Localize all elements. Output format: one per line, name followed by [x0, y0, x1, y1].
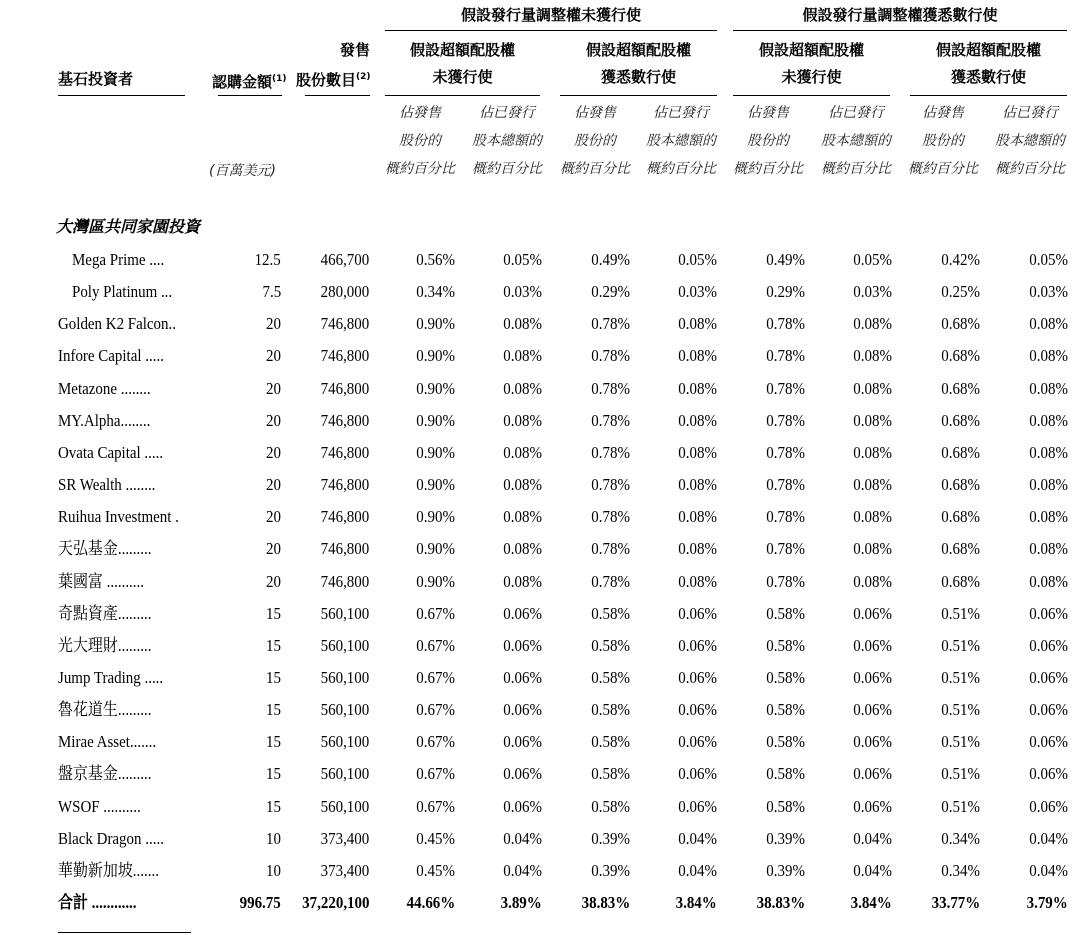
- pct-value-col5: 0.78%: [766, 571, 805, 591]
- col-rule-amount: [218, 95, 282, 96]
- pct-value-col5: 0.39%: [766, 860, 805, 880]
- pct-value-col3: 0.29%: [591, 282, 630, 302]
- pct-header-col2-line2: 股本總額的: [472, 133, 542, 149]
- pct-value-col8: 0.06%: [1029, 796, 1068, 816]
- pct-value-col1: 0.90%: [416, 507, 455, 527]
- subheader-b-rule: [560, 95, 717, 96]
- investor-name: 華勤新加坡.......: [58, 860, 159, 880]
- pct-value-col3: 0.58%: [591, 603, 630, 623]
- pct-value-col6: 0.03%: [853, 282, 892, 302]
- col-rule-investor: [58, 95, 185, 96]
- pct-header-col5-line1: 佔發售: [747, 105, 789, 121]
- group-rule-right: [733, 30, 1067, 31]
- pct-value-col6: 0.06%: [853, 764, 892, 784]
- pct-header-col7-line2: 股份的: [922, 133, 964, 149]
- offer-shares-count: 560,100: [320, 603, 369, 623]
- subheader-a-line1: 假設超額配股權: [409, 41, 515, 59]
- pct-value-col2: 0.08%: [503, 475, 542, 495]
- pct-value-col6: 0.06%: [853, 667, 892, 687]
- pct-value-col4: 0.06%: [678, 764, 717, 784]
- investor-name: Metazone ........: [58, 378, 151, 398]
- pct-value-col1: 0.90%: [416, 378, 455, 398]
- col-header-amount: [212, 67, 287, 94]
- pct-value-col8: 0.08%: [1029, 571, 1068, 591]
- pct-value-col4: 0.08%: [678, 539, 717, 559]
- investor-name: Ruihua Investment .: [58, 507, 179, 527]
- offer-shares-count: 560,100: [320, 732, 369, 752]
- offer-shares-count: 746,800: [320, 410, 369, 430]
- pct-value-col7: 0.51%: [941, 796, 980, 816]
- pct-value-col5: 0.58%: [766, 603, 805, 623]
- subscription-amount: 20: [266, 571, 281, 591]
- pct-value-col8: 0.08%: [1029, 475, 1068, 495]
- subscription-amount: 20: [266, 314, 281, 334]
- pct-value-col6: 0.04%: [853, 860, 892, 880]
- subscription-amount: 15: [266, 764, 281, 784]
- offer-shares-count: 373,400: [320, 860, 369, 880]
- pct-value-col2: 0.06%: [503, 732, 542, 752]
- pct-value-col3: 0.78%: [591, 314, 630, 334]
- investor-name: Infore Capital .....: [58, 346, 164, 366]
- offer-shares-count: 466,700: [320, 250, 369, 269]
- pct-value-col5: 0.58%: [766, 635, 805, 655]
- pct-value-col6: 0.08%: [853, 442, 892, 462]
- pct-value-col5: 0.78%: [766, 442, 805, 462]
- pct-value-col4: 0.08%: [678, 507, 717, 527]
- offer-shares-count: 560,100: [320, 700, 369, 720]
- shares-footnote-ref: (2): [356, 72, 371, 82]
- offer-shares-count: 746,800: [320, 442, 369, 462]
- subheader-c-line1: 假設超額配股權: [758, 41, 864, 59]
- subheader-c-line2: 未獲行使: [781, 68, 842, 86]
- col-header-investor: 基石投資者: [58, 70, 134, 88]
- pct-header-col1-line1: 佔發售: [399, 105, 441, 121]
- offer-shares-count: 373,400: [320, 828, 369, 848]
- pct-value-col5: 0.78%: [766, 314, 805, 334]
- investor-name: Golden K2 Falcon..: [58, 314, 177, 334]
- subheader-c-rule: [733, 95, 890, 96]
- pct-value-col3: 0.58%: [591, 732, 630, 752]
- subscription-amount: 15: [266, 796, 281, 816]
- subscription-amount: 15: [266, 667, 281, 687]
- offer-shares-count: 37,220,100: [301, 893, 369, 912]
- col-header-shares-line1: 發售: [339, 41, 370, 59]
- pct-header-col1-line3: 概約百分比: [385, 161, 455, 177]
- pct-header-col6-line3: 概約百分比: [821, 161, 891, 177]
- pct-header-col6-line1: 佔已發行: [828, 105, 884, 121]
- pct-value-col5: 0.39%: [766, 828, 805, 848]
- group-header-fully-exercised: 假設發行量調整權獲悉數行使: [802, 6, 998, 24]
- subscription-amount: 15: [266, 732, 281, 752]
- subscription-amount: 20: [266, 378, 281, 398]
- subscription-amount: 20: [266, 539, 281, 559]
- investor-name: SR Wealth ........: [58, 475, 156, 495]
- pct-value-col5: 0.58%: [766, 667, 805, 687]
- offer-shares-count: 560,100: [320, 667, 369, 687]
- pct-value-col7: 0.68%: [941, 442, 980, 462]
- pct-value-col3: 0.39%: [591, 860, 630, 880]
- pct-header-col7-line1: 佔發售: [922, 105, 964, 121]
- pct-value-col3: 0.58%: [591, 764, 630, 784]
- subheader-a-rule: [385, 95, 540, 96]
- pct-value-col6: 0.08%: [853, 507, 892, 527]
- pct-value-col8: 0.06%: [1029, 764, 1068, 784]
- pct-value-col7: 0.51%: [941, 700, 980, 720]
- pct-value-col6: 0.04%: [853, 828, 892, 848]
- offer-shares-count: 560,100: [320, 796, 369, 816]
- subscription-amount: 20: [266, 475, 281, 495]
- pct-value-col4: 0.08%: [678, 410, 717, 430]
- pct-value-col2: 0.08%: [503, 314, 542, 334]
- pct-header-col7-line3: 概約百分比: [908, 161, 978, 177]
- pct-header-col4-line1: 佔已發行: [653, 105, 709, 121]
- pct-value-col8: 0.06%: [1029, 700, 1068, 720]
- pct-header-col8-line1: 佔已發行: [1002, 105, 1058, 121]
- pct-value-col5: 0.58%: [766, 764, 805, 784]
- investor-name: Poly Platinum ...: [72, 282, 173, 302]
- pct-value-col8: 0.08%: [1029, 378, 1068, 398]
- pct-value-col2: 0.08%: [503, 507, 542, 527]
- pct-value-col4: 0.04%: [678, 860, 717, 880]
- offer-shares-count: 746,800: [320, 346, 369, 366]
- pct-value-col2: 0.04%: [503, 860, 542, 880]
- pct-value-col5: 0.58%: [766, 732, 805, 752]
- pct-value-col2: 0.06%: [503, 667, 542, 687]
- pct-value-col6: 0.06%: [853, 732, 892, 752]
- pct-value-col1: 0.90%: [416, 346, 455, 366]
- col-rule-shares: [305, 95, 370, 96]
- pct-value-col3: 0.58%: [591, 796, 630, 816]
- pct-value-col8: 3.79%: [1026, 893, 1068, 912]
- pct-value-col3: 0.78%: [591, 442, 630, 462]
- pct-value-col2: 0.06%: [503, 700, 542, 720]
- offer-shares-count: 746,800: [320, 507, 369, 527]
- pct-value-col5: 0.29%: [766, 282, 805, 302]
- offer-shares-count: 560,100: [320, 764, 369, 784]
- pct-header-col8-line3: 概約百分比: [995, 161, 1065, 177]
- pct-header-col5-line3: 概約百分比: [733, 161, 803, 177]
- pct-value-col1: 0.90%: [416, 571, 455, 591]
- pct-value-col5: 0.78%: [766, 410, 805, 430]
- pct-value-col4: 0.06%: [678, 603, 717, 623]
- pct-header-col1-line2: 股份的: [399, 133, 441, 149]
- pct-value-col5: 0.78%: [766, 507, 805, 527]
- pct-value-col6: 0.08%: [853, 410, 892, 430]
- pct-value-col4: 0.08%: [678, 571, 717, 591]
- pct-header-col5-line2: 股份的: [747, 133, 789, 149]
- pct-value-col1: 0.67%: [416, 667, 455, 687]
- pct-header-col2-line1: 佔已發行: [479, 105, 535, 121]
- pct-header-col3-line2: 股份的: [574, 133, 616, 149]
- pct-value-col6: 0.06%: [853, 603, 892, 623]
- pct-value-col8: 0.08%: [1029, 346, 1068, 366]
- pct-value-col8: 0.06%: [1029, 732, 1068, 752]
- pct-value-col4: 3.84%: [675, 893, 717, 912]
- pct-value-col4: 0.03%: [678, 282, 717, 302]
- pct-header-col6-line2: 股本總額的: [821, 133, 891, 149]
- pct-value-col1: 0.90%: [416, 410, 455, 430]
- pct-value-col7: 0.34%: [941, 828, 980, 848]
- pct-value-col5: 0.78%: [766, 539, 805, 559]
- pct-value-col7: 0.51%: [941, 667, 980, 687]
- amount-footnote-ref: (1): [272, 74, 287, 84]
- group-header-not-exercised: 假設發行量調整權未獲行使: [460, 6, 641, 24]
- subscription-amount: 20: [266, 410, 281, 430]
- pct-value-col6: 0.06%: [853, 700, 892, 720]
- offer-shares-count: 746,800: [320, 378, 369, 398]
- pct-value-col2: 3.89%: [500, 893, 542, 912]
- subheader-b-line2: 獲悉數行使: [600, 68, 676, 86]
- pct-value-col2: 0.08%: [503, 571, 542, 591]
- pct-value-col7: 0.68%: [941, 346, 980, 366]
- col-header-amount-label: 認購金額: [212, 73, 273, 91]
- pct-value-col2: 0.06%: [503, 635, 542, 655]
- pct-value-col2: 0.06%: [503, 603, 542, 623]
- pct-header-col4-line3: 概約百分比: [646, 161, 716, 177]
- pct-value-col3: 0.78%: [591, 539, 630, 559]
- pct-value-col6: 0.05%: [853, 250, 892, 269]
- pct-value-col1: 0.67%: [416, 764, 455, 784]
- pct-value-col2: 0.06%: [503, 796, 542, 816]
- col-header-shares-line2: [296, 65, 370, 92]
- pct-value-col3: 38.83%: [581, 893, 630, 912]
- pct-value-col7: 0.25%: [941, 282, 980, 302]
- pct-value-col6: 0.08%: [853, 378, 892, 398]
- pct-value-col1: 0.90%: [416, 442, 455, 462]
- pct-value-col7: 0.34%: [941, 860, 980, 880]
- pct-value-col5: 0.58%: [766, 796, 805, 816]
- pct-value-col1: 44.66%: [406, 893, 455, 912]
- investor-name: 魯花道生.........: [58, 700, 152, 720]
- pct-value-col1: 0.34%: [416, 282, 455, 302]
- pct-value-col7: 0.51%: [941, 635, 980, 655]
- pct-value-col6: 0.08%: [853, 314, 892, 334]
- pct-header-col3-line1: 佔發售: [574, 105, 616, 121]
- pct-value-col8: 0.03%: [1029, 282, 1068, 302]
- pct-header-col8-line2: 股本總額的: [995, 133, 1065, 149]
- pct-value-col7: 0.68%: [941, 571, 980, 591]
- pct-value-col4: 0.06%: [678, 700, 717, 720]
- pct-value-col2: 0.08%: [503, 539, 542, 559]
- pct-value-col6: 0.08%: [853, 346, 892, 366]
- section-title: 大灣區共同家園投資: [56, 217, 201, 236]
- subscription-amount: 20: [266, 442, 281, 462]
- subscription-amount: 12.5: [254, 250, 281, 269]
- pct-value-col8: 0.06%: [1029, 603, 1068, 623]
- pct-value-col4: 0.08%: [678, 314, 717, 334]
- pct-value-col7: 0.68%: [941, 314, 980, 334]
- pct-value-col7: 0.68%: [941, 539, 980, 559]
- pct-value-col3: 0.78%: [591, 571, 630, 591]
- pct-value-col5: 0.58%: [766, 700, 805, 720]
- subheader-b-line1: 假設超額配股權: [585, 41, 691, 59]
- investor-name: Mega Prime ....: [72, 250, 165, 269]
- pct-value-col4: 0.08%: [678, 346, 717, 366]
- pct-value-col8: 0.05%: [1029, 250, 1068, 269]
- pct-value-col8: 0.04%: [1029, 828, 1068, 848]
- investor-name: 天弘基金.........: [58, 539, 152, 559]
- investor-name: MY.Alpha........: [58, 410, 151, 430]
- unit-usd-million: (百萬美元): [209, 163, 276, 179]
- pct-value-col3: 0.78%: [591, 378, 630, 398]
- pct-value-col8: 0.08%: [1029, 507, 1068, 527]
- pct-value-col3: 0.58%: [591, 635, 630, 655]
- subheader-d-rule: [910, 95, 1067, 96]
- pct-value-col7: 0.68%: [941, 410, 980, 430]
- pct-value-col6: 0.08%: [853, 571, 892, 591]
- pct-value-col6: 3.84%: [850, 893, 892, 912]
- pct-value-col8: 0.08%: [1029, 442, 1068, 462]
- investor-name: Mirae Asset.......: [58, 732, 157, 752]
- pct-value-col2: 0.08%: [503, 442, 542, 462]
- pct-value-col2: 0.03%: [503, 282, 542, 302]
- group-rule-left: [385, 30, 717, 31]
- subscription-amount: 15: [266, 635, 281, 655]
- subscription-amount: 10: [266, 860, 281, 880]
- pct-value-col7: 0.68%: [941, 507, 980, 527]
- pct-value-col8: 0.06%: [1029, 667, 1068, 687]
- pct-value-col2: 0.08%: [503, 410, 542, 430]
- investor-name: 盤京基金.........: [58, 764, 152, 784]
- investor-name: WSOF ..........: [58, 796, 141, 816]
- pct-value-col3: 0.58%: [591, 700, 630, 720]
- pct-value-col2: 0.08%: [503, 378, 542, 398]
- investor-name: Jump Trading .....: [58, 667, 164, 687]
- pct-value-col1: 0.90%: [416, 475, 455, 495]
- pct-value-col1: 0.67%: [416, 700, 455, 720]
- pct-value-col3: 0.78%: [591, 346, 630, 366]
- pct-value-col2: 0.05%: [503, 250, 542, 269]
- subscription-amount: 10: [266, 828, 281, 848]
- pct-value-col8: 0.04%: [1029, 860, 1068, 880]
- pct-value-col8: 0.08%: [1029, 410, 1068, 430]
- investor-name: 奇點資產.........: [58, 603, 152, 623]
- pct-value-col3: 0.78%: [591, 475, 630, 495]
- subscription-amount: 20: [266, 346, 281, 366]
- pct-value-col6: 0.08%: [853, 539, 892, 559]
- offer-shares-count: 746,800: [320, 539, 369, 559]
- investor-name: 葉國富 ..........: [58, 571, 145, 591]
- pct-value-col1: 0.67%: [416, 635, 455, 655]
- subscription-amount: 15: [266, 603, 281, 623]
- investor-name: 合計 ............: [58, 893, 137, 912]
- pct-value-col1: 0.67%: [416, 603, 455, 623]
- subheader-d-line1: 假設超額配股權: [935, 41, 1041, 59]
- pct-value-col8: 0.08%: [1029, 539, 1068, 559]
- pct-value-col1: 0.90%: [416, 539, 455, 559]
- pct-value-col2: 0.04%: [503, 828, 542, 848]
- pct-value-col4: 0.06%: [678, 796, 717, 816]
- pct-value-col6: 0.06%: [853, 635, 892, 655]
- pct-value-col1: 0.45%: [416, 828, 455, 848]
- pct-value-col5: 38.83%: [756, 893, 805, 912]
- subscription-amount: 996.75: [239, 893, 281, 912]
- pct-value-col4: 0.04%: [678, 828, 717, 848]
- pct-value-col5: 0.49%: [766, 250, 805, 269]
- investor-name: Black Dragon .....: [58, 828, 164, 848]
- pct-value-col3: 0.58%: [591, 667, 630, 687]
- pct-value-col2: 0.06%: [503, 764, 542, 784]
- pct-value-col1: 0.67%: [416, 732, 455, 752]
- pct-header-col2-line3: 概約百分比: [472, 161, 542, 177]
- pct-value-col7: 33.77%: [931, 893, 980, 912]
- pct-value-col7: 0.42%: [941, 250, 980, 269]
- pct-value-col3: 0.78%: [591, 507, 630, 527]
- pct-value-col5: 0.78%: [766, 378, 805, 398]
- pct-value-col1: 0.45%: [416, 860, 455, 880]
- pct-header-col3-line3: 概約百分比: [560, 161, 630, 177]
- pct-value-col8: 0.06%: [1029, 635, 1068, 655]
- offer-shares-count: 746,800: [320, 571, 369, 591]
- col-header-shares-label: 股份數目: [296, 71, 357, 89]
- subheader-d-line2: 獲悉數行使: [950, 68, 1026, 86]
- pct-value-col1: 0.90%: [416, 314, 455, 334]
- pct-value-col4: 0.08%: [678, 378, 717, 398]
- subheader-a-line2: 未獲行使: [432, 68, 493, 86]
- pct-value-col4: 0.08%: [678, 442, 717, 462]
- pct-value-col6: 0.08%: [853, 475, 892, 495]
- offer-shares-count: 746,800: [320, 314, 369, 334]
- pct-value-col4: 0.06%: [678, 635, 717, 655]
- investor-name: 光大理財.........: [58, 635, 152, 655]
- pct-value-col7: 0.68%: [941, 378, 980, 398]
- pct-value-col1: 0.67%: [416, 796, 455, 816]
- pct-value-col2: 0.08%: [503, 346, 542, 366]
- pct-value-col4: 0.05%: [678, 250, 717, 269]
- pct-value-col3: 0.49%: [591, 250, 630, 269]
- offer-shares-count: 560,100: [320, 635, 369, 655]
- subscription-amount: 7.5: [262, 282, 281, 302]
- footnote-separator: [58, 932, 191, 933]
- offer-shares-count: 746,800: [320, 475, 369, 495]
- subscription-amount: 15: [266, 700, 281, 720]
- pct-value-col7: 0.51%: [941, 603, 980, 623]
- pct-value-col1: 0.56%: [416, 250, 455, 269]
- investor-name: Ovata Capital .....: [58, 442, 164, 462]
- pct-value-col5: 0.78%: [766, 346, 805, 366]
- offer-shares-count: 280,000: [320, 282, 369, 302]
- pct-value-col4: 0.06%: [678, 732, 717, 752]
- pct-value-col7: 0.68%: [941, 475, 980, 495]
- pct-value-col4: 0.06%: [678, 667, 717, 687]
- pct-header-col4-line2: 股本總額的: [646, 133, 716, 149]
- pct-value-col5: 0.78%: [766, 475, 805, 495]
- pct-value-col8: 0.08%: [1029, 314, 1068, 334]
- pct-value-col4: 0.08%: [678, 475, 717, 495]
- pct-value-col3: 0.39%: [591, 828, 630, 848]
- pct-value-col3: 0.78%: [591, 410, 630, 430]
- subscription-amount: 20: [266, 507, 281, 527]
- pct-value-col7: 0.51%: [941, 764, 980, 784]
- pct-value-col6: 0.06%: [853, 796, 892, 816]
- pct-value-col7: 0.51%: [941, 732, 980, 752]
